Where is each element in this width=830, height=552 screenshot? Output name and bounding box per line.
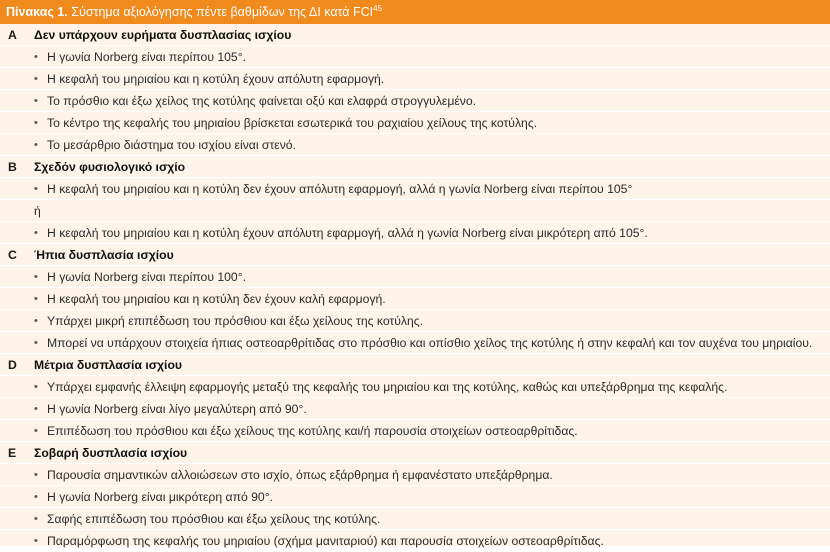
criterion-text: Η γωνία Norberg είναι λίγο μεγαλύτερη από 90°.	[47, 401, 307, 416]
reference-superscript: 45	[373, 3, 383, 13]
table-body	[0, 24, 830, 552]
list-item	[0, 376, 830, 398]
list-item	[0, 464, 830, 486]
bullet-icon: •	[34, 116, 38, 129]
criterion-text: Υπάρχει μικρή επιπέδωση του πρόσθιου και έξω χείλους της κοτύλης.	[47, 313, 424, 328]
criterion-text: Παρουσία σημαντικών αλλοιώσεων στο ισχίο, όπως εξάρθρημα ή εμφανέστατο υπεξάρθρημα.	[47, 467, 553, 482]
bullet-icon: •	[34, 50, 38, 63]
bullet-icon: •	[34, 270, 38, 283]
list-item	[0, 112, 830, 134]
bullet-icon: •	[34, 138, 38, 151]
criterion-text: Η κεφαλή του μηριαίου και η κοτύλη έχουν απόλυτη εφαρμογή.	[47, 71, 385, 86]
list-item	[0, 68, 830, 90]
grade-heading: Δεν υπάρχουν ευρήματα δυσπλασίας ισχίου	[34, 27, 292, 42]
table-title: Σύστημα αξιολόγησης πέντε βαθμίδων της ΔΙ κατά FCI	[67, 5, 374, 19]
list-item	[0, 178, 830, 200]
criterion-text: Το πρόσθιο και έξω χείλος της κοτύλης φαίνεται οξύ και ελαφρά στρογγυλεμένο.	[47, 93, 477, 108]
bullet-icon: •	[34, 512, 38, 525]
or-separator-row	[0, 200, 830, 222]
bullet-icon: •	[34, 468, 38, 481]
or-separator: ή	[34, 203, 41, 218]
grade-heading-row	[0, 442, 830, 464]
criterion-text: Η γωνία Norberg είναι μικρότερη από 90°.	[47, 489, 273, 504]
bullet-icon: •	[34, 226, 38, 239]
list-item	[0, 508, 830, 530]
list-item	[0, 134, 830, 156]
criterion-text: Μπορεί να υπάρχουν στοιχεία ήπιας οστεοαρθρίτιδας στο πρόσθιο και οπίσθιο χείλος της κοτύλης ή στην κεφαλή και τον αυχένα του μηριαίου.	[47, 335, 813, 350]
grade-heading: Μέτρια δυσπλασία ισχίου	[34, 357, 182, 372]
list-item	[0, 486, 830, 508]
grade-heading: Σοβαρή δυσπλασία ισχίου	[34, 445, 188, 460]
grade-heading: Ήπια δυσπλασία ισχίου	[34, 247, 174, 262]
grade-heading-row	[0, 156, 830, 178]
grade-heading-row	[0, 24, 830, 46]
criterion-text: Η κεφαλή του μηριαίου και η κοτύλη έχουν απόλυτη εφαρμογή, αλλά η γωνία Norberg είναι μικρότερη από 105°.	[47, 225, 648, 240]
criterion-text: Η γωνία Norberg είναι περίπου 100°.	[47, 269, 246, 284]
grade-heading-row	[0, 354, 830, 376]
grade-letter: A	[8, 27, 17, 42]
criterion-text: Η κεφαλή του μηριαίου και η κοτύλη δεν έχουν απόλυτη εφαρμογή, αλλά η γωνία Norberg είναι περίπου 105°	[47, 181, 633, 196]
criterion-text: Υπάρχει εμφανής έλλειψη εφαρμογής μεταξύ της κεφαλής του μηριαίου και της κοτύλης, καθώς και υπεξάρθρημα της κεφαλής.	[47, 379, 728, 394]
grade-letter: C	[8, 247, 17, 262]
list-item	[0, 46, 830, 68]
grade-heading: Σχεδόν φυσιολογικό ισχίο	[34, 159, 186, 174]
list-item	[0, 266, 830, 288]
bullet-icon: •	[34, 314, 38, 327]
table-label: Πίνακας 1.	[6, 5, 68, 19]
criterion-text: Επιπέδωση του πρόσθιου και έξω χείλους της κοτύλης και/ή παρουσία στοιχείων οστεοαρθρίτιδας.	[47, 423, 578, 438]
bullet-icon: •	[34, 292, 38, 305]
criterion-text: Η κεφαλή του μηριαίου και η κοτύλη δεν έχουν καλή εφαρμογή.	[47, 291, 386, 306]
bullet-icon: •	[34, 424, 38, 437]
bullet-icon: •	[34, 336, 38, 349]
table-title-bar	[0, 0, 830, 24]
bullet-icon: •	[34, 72, 38, 85]
list-item	[0, 288, 830, 310]
list-item	[0, 90, 830, 112]
bullet-icon: •	[34, 534, 38, 547]
criterion-text: Η γωνία Norberg είναι περίπου 105°.	[47, 49, 246, 64]
list-item	[0, 332, 830, 354]
criterion-text: Παραμόρφωση της κεφαλής του μηριαίου (σχήμα μανιταριού) και παρουσία στοιχείων οστεοαρθρίτιδας.	[47, 533, 604, 548]
bullet-icon: •	[34, 402, 38, 415]
list-item	[0, 222, 830, 244]
grade-heading-row	[0, 244, 830, 266]
criterion-text: Το κέντρο της κεφαλής του μηριαίου βρίσκεται εσωτερικά του ραχιαίου χείλους της κοτύλης.	[47, 115, 538, 130]
grade-letter: B	[8, 159, 17, 174]
bullet-icon: •	[34, 182, 38, 195]
list-item	[0, 310, 830, 332]
list-item	[0, 398, 830, 420]
criterion-text: Σαφής επιπέδωση του πρόσθιου και έξω χείλους της κοτύλης.	[47, 511, 381, 526]
bullet-icon: •	[34, 490, 38, 503]
grade-letter: D	[8, 357, 17, 372]
bullet-icon: •	[34, 380, 38, 393]
list-item	[0, 420, 830, 442]
grade-letter: E	[8, 445, 17, 460]
list-item	[0, 530, 830, 552]
bullet-icon: •	[34, 94, 38, 107]
criterion-text: Το μεσάρθριο διάστημα του ισχίου είναι στενό.	[47, 137, 296, 152]
